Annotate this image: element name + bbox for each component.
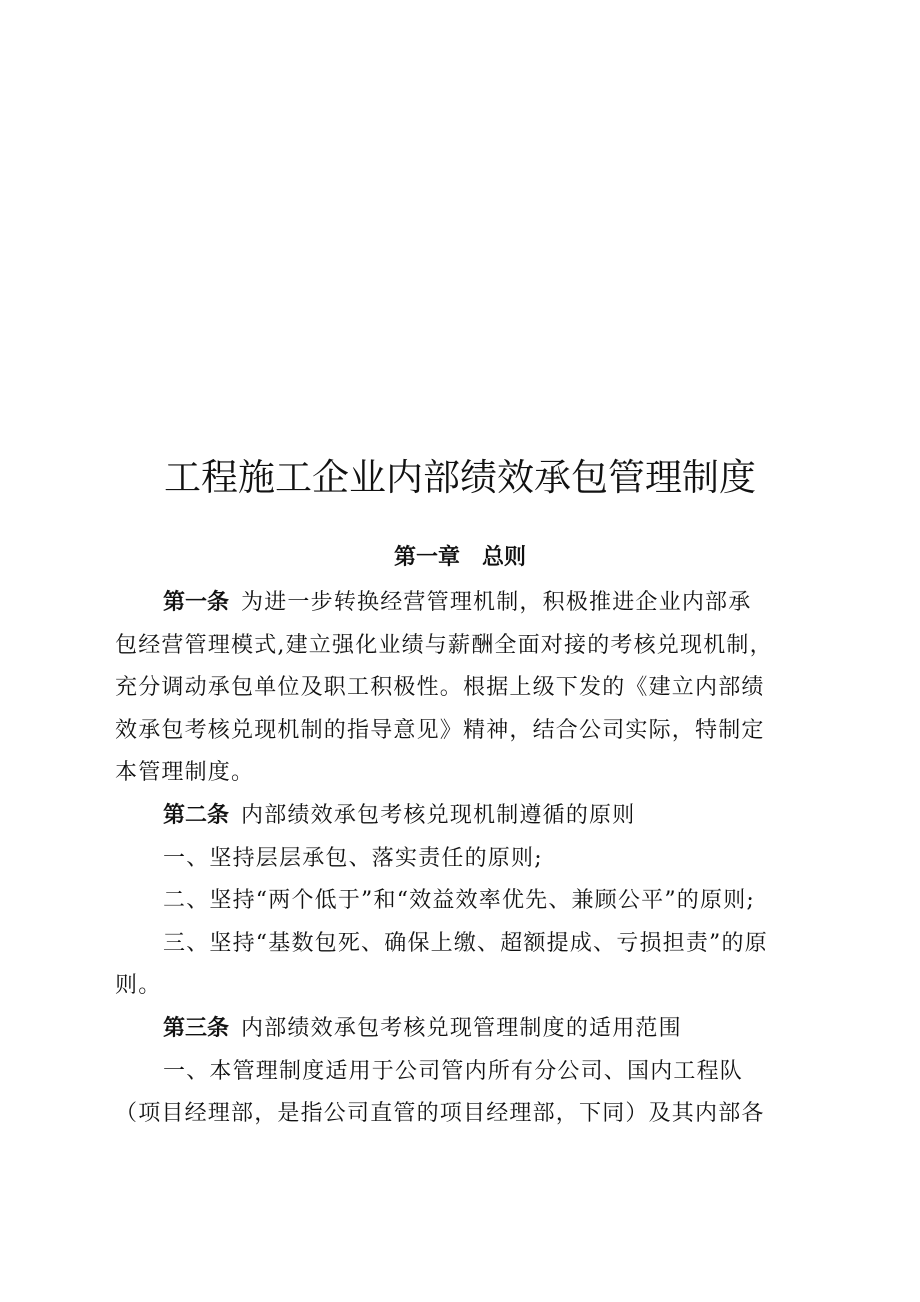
article-3-text: 内部绩效承包考核兑现管理制度的适用范围 — [241, 1015, 682, 1041]
article-3-line-1: 一、本管理制度适用于公司管内所有分公司、国内工程队 — [163, 1058, 744, 1084]
article-2-head: 第二条 — [163, 802, 230, 828]
article-1-head: 第一条 — [163, 590, 230, 615]
article-3-heading-line — [115, 1008, 805, 1051]
article-2-heading-line — [115, 795, 805, 838]
article-2-item-3: 三、坚持“基数包死、确保上缴、超额提成、亏损担责”的原 — [163, 930, 768, 956]
article-2-item-1: 一、坚持层层承包、落实责任的原则; — [163, 845, 543, 871]
article-2-item-3-cont: 则。 — [115, 973, 162, 999]
chapter-heading: 第一章 总则 — [393, 545, 526, 570]
article-1-line-4: 效承包考核兑现机制的指导意见》精神，结合公司实际，特制定 — [115, 717, 765, 743]
article-1-line-2: 包经营管理模式,建立强化业绩与薪酬全面对接的考核兑现机制， — [115, 632, 773, 658]
article-1-line-1 — [115, 582, 805, 625]
article-1-text-1: 为进一步转换经营管理机制，积极推进企业内部承 — [241, 590, 752, 615]
article-1-line-3: 充分调动承包单位及职工积极性。根据上级下发的《建立内部绩 — [115, 675, 765, 701]
article-1-line-5: 本管理制度。 — [115, 760, 255, 786]
article-2-item-2: 二、坚持“两个低于”和“效益效率优先、兼顾公平”的原则; — [163, 888, 756, 914]
article-3-line-2: （项目经理部，是指公司直管的项目经理部，下同）及其内部各 — [115, 1101, 765, 1127]
document-title: 工程施工企业内部绩效承包管理制度 — [164, 456, 756, 499]
document-body — [115, 582, 805, 1136]
article-3-head: 第三条 — [163, 1015, 230, 1041]
article-2-text: 内部绩效承包考核兑现机制遵循的原则 — [241, 802, 636, 828]
